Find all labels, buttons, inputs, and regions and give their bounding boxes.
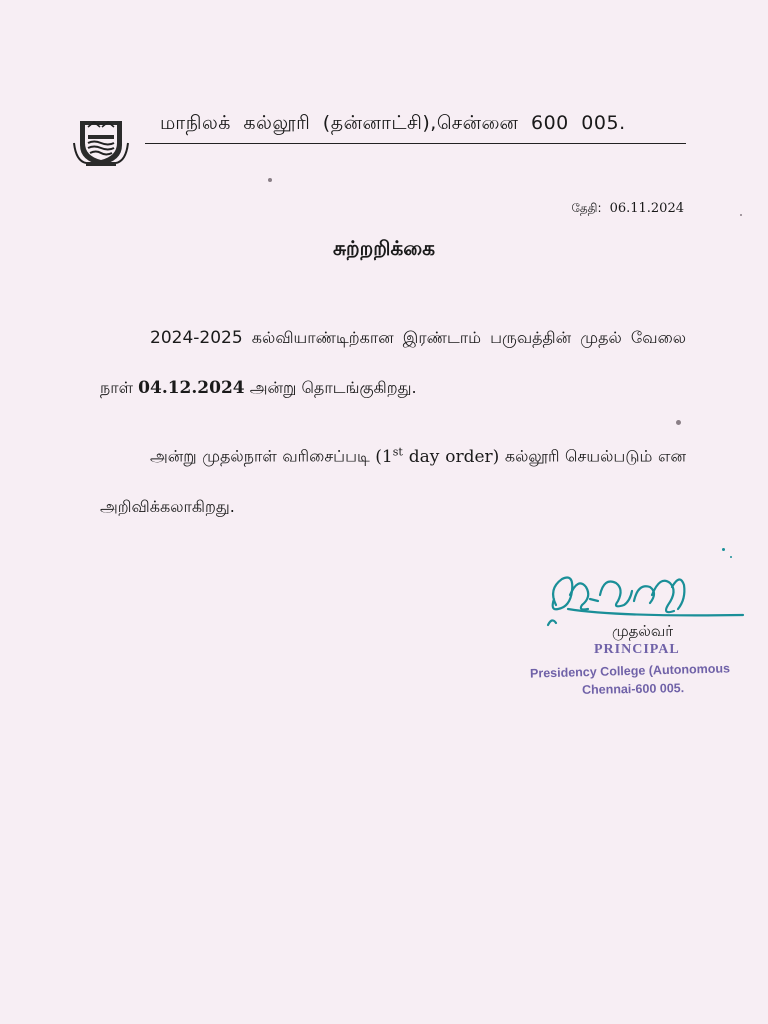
day-order-close: day order) (402, 446, 500, 467)
college-name: மாநிலக் கல்லூரி (தன்னாட்சி),சென்னை 600 005. (160, 112, 626, 134)
scan-speck (676, 420, 681, 425)
day-order (375, 447, 499, 467)
scan-speck (722, 548, 725, 551)
stamp-line-college: Presidency College (Autonomous (529, 661, 731, 681)
stamp-line-principal: PRINCIPAL (594, 642, 680, 657)
paragraph-1-text-b: அன்று தொடங்குகிறது. (249, 378, 417, 397)
paragraph-1 (100, 313, 686, 413)
paragraph-1-text-a: கல்வியாண்டிற்கான இரண்டாம் பருவத்தின் முதல் வேலை நாள் (100, 328, 686, 397)
header-rule (145, 143, 686, 144)
scan-speck (740, 214, 742, 216)
day-order-sup: st (392, 445, 403, 458)
paragraph-2 (100, 427, 686, 532)
paragraph-2-text-b: கல்லூரி செயல்படும் என அறிவிக்கலாகிறது. (100, 446, 686, 516)
principal-designation: முதல்வர் (612, 622, 674, 640)
college-crest-icon (72, 115, 130, 167)
date-line (571, 201, 684, 217)
stamp-line-city: Chennai-600 005. (581, 681, 685, 697)
circular-title: சுற்றறிக்கை (333, 236, 435, 260)
scan-speck (268, 178, 272, 182)
scan-speck (730, 556, 732, 558)
day-order-open: (1 (375, 446, 393, 467)
academic-year: 2024-2025 (150, 328, 243, 348)
semester-start-date: 04.12.2024 (138, 378, 245, 398)
date-value: 06.11.2024 (609, 201, 684, 216)
paragraph-2-text-a: அன்று முதல்நாள் வரிசைப்படி (150, 446, 370, 466)
date-label: தேதி: (571, 201, 602, 215)
